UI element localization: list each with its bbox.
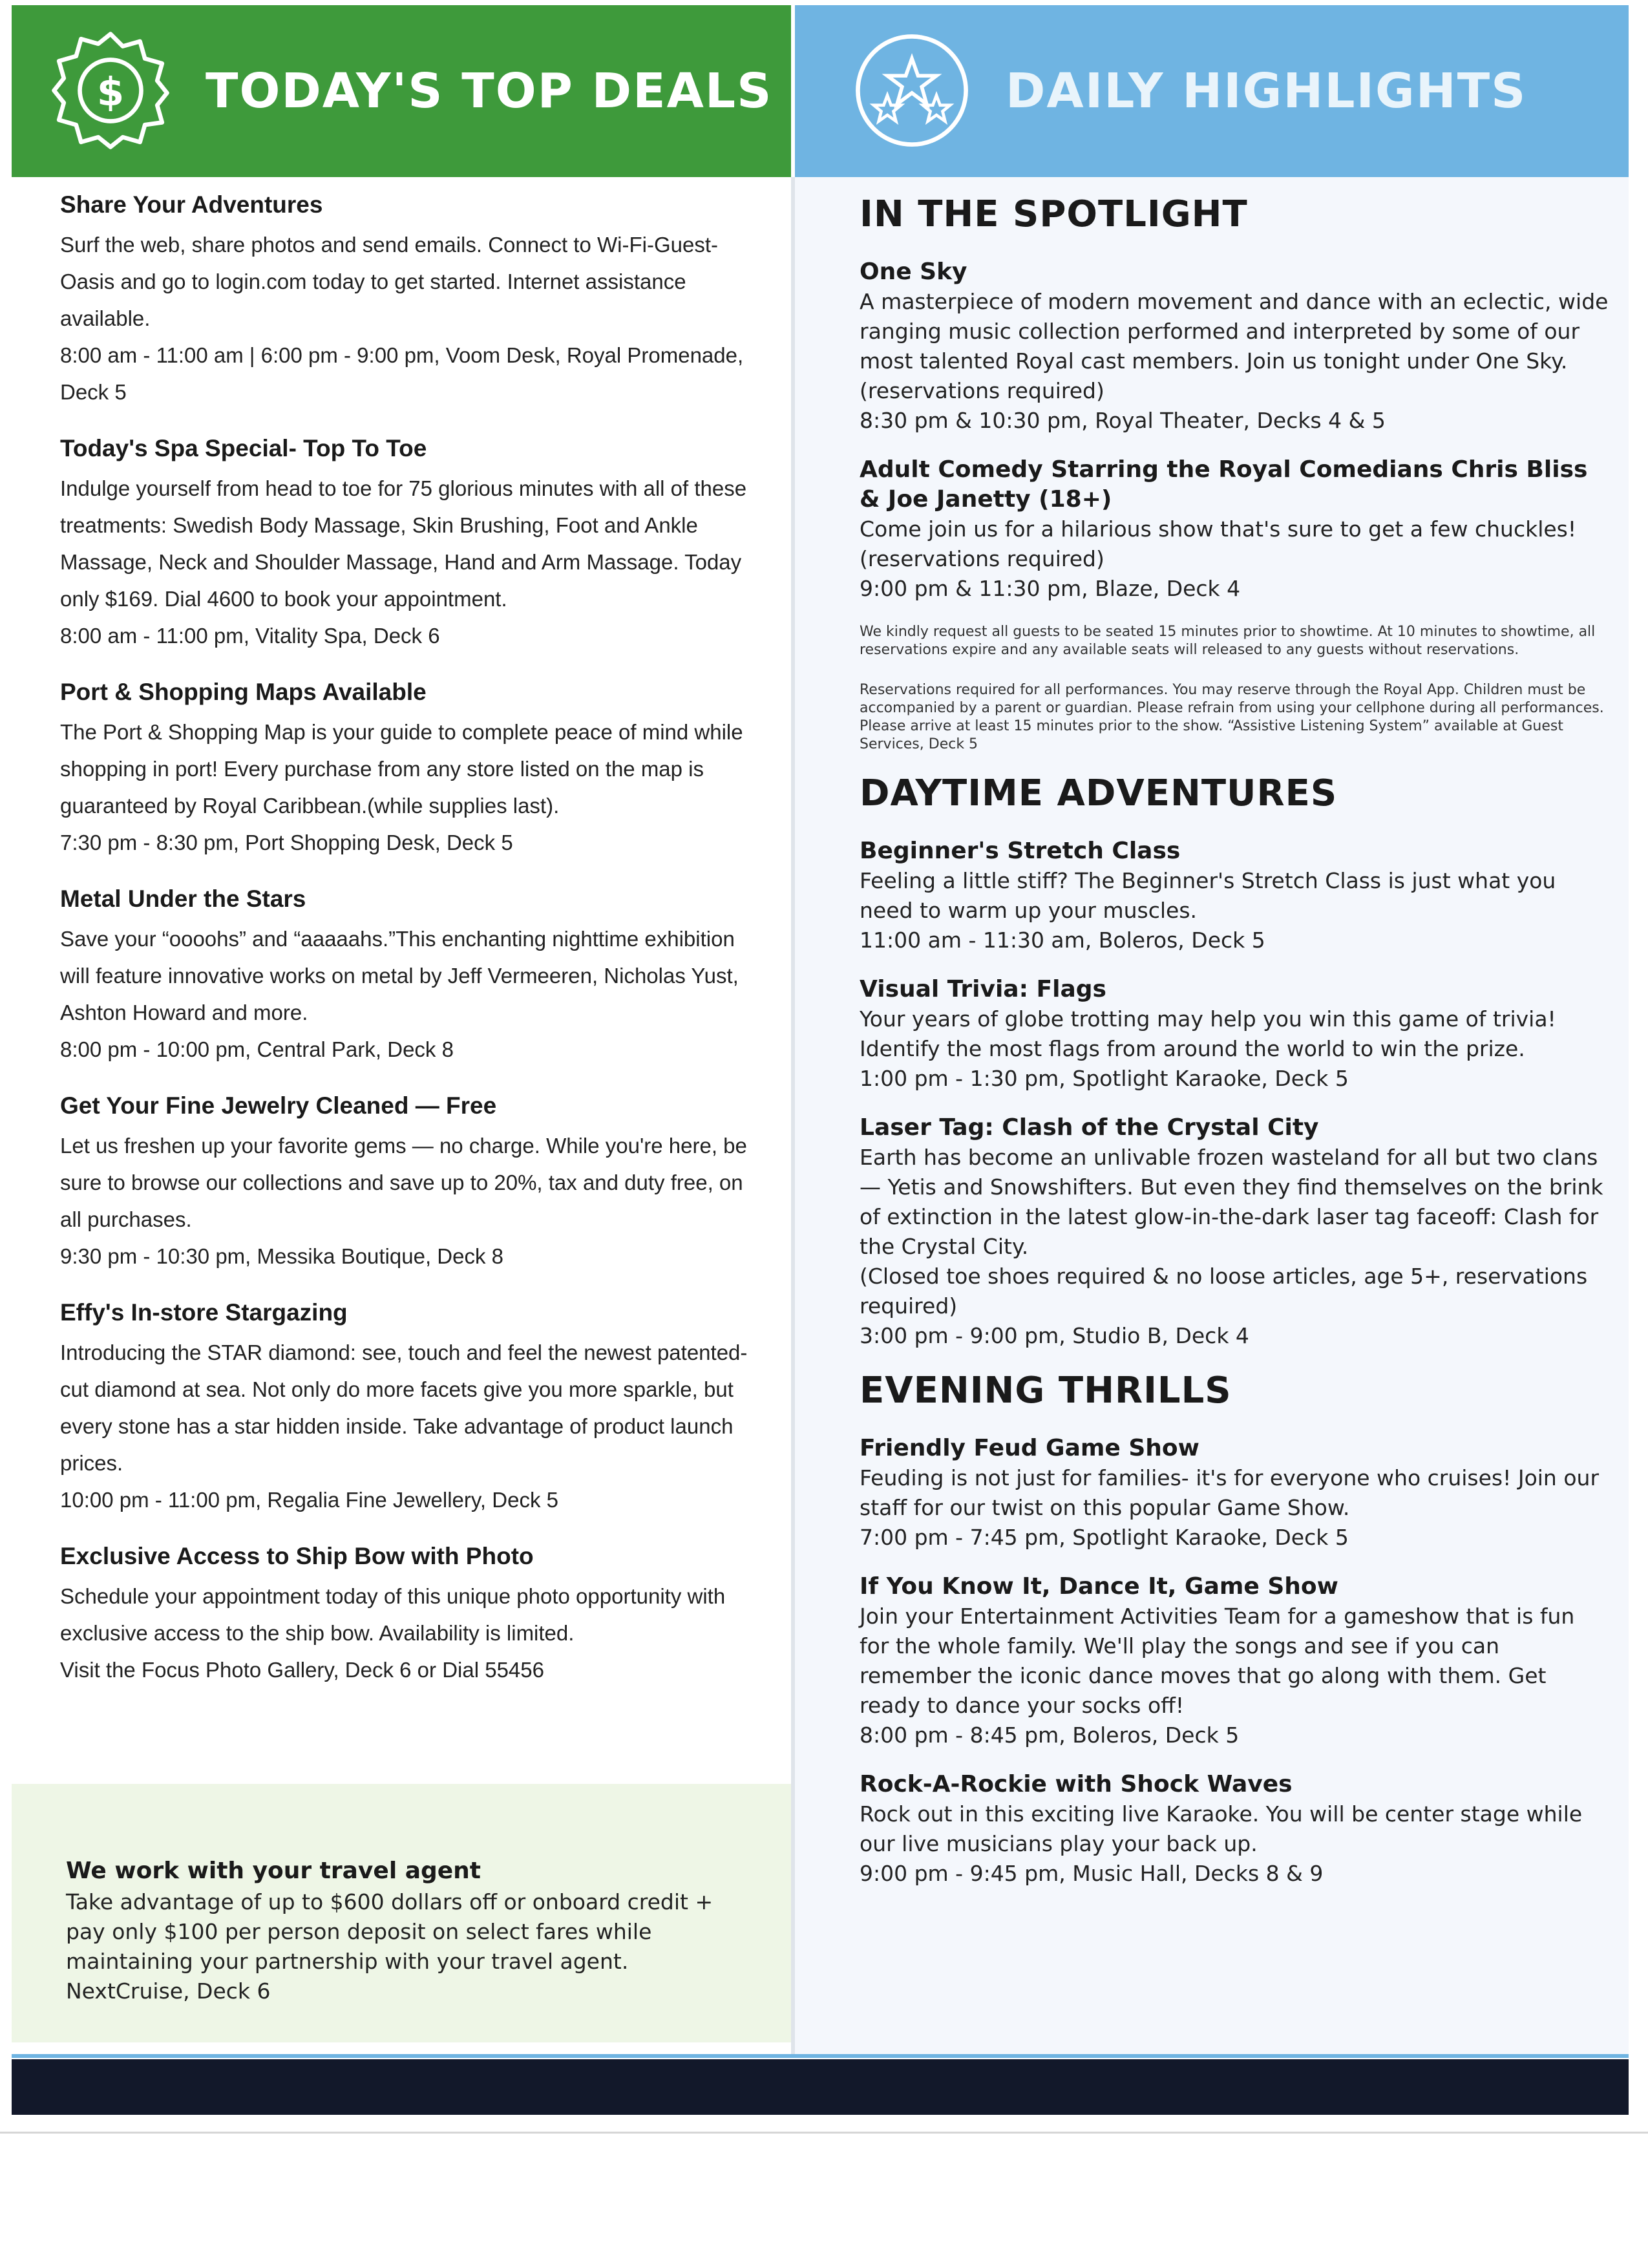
highlight-time-location: 3:00 pm - 9:00 pm, Studio B, Deck 4 xyxy=(860,1323,1249,1348)
highlight-description: Join your Entertainment Activities Team for a gameshow that is fun for the whole family. We'll play the songs and see if you can remember the iconic dance moves that go along with them. Get ready to dance your socks off! xyxy=(860,1604,1575,1718)
highlight-title: Adult Comedy Starring the Royal Comedians Chris Bliss & Joe Janetty (18+) xyxy=(860,456,1588,513)
highlight-note: (reservations required) xyxy=(860,378,1104,403)
travel-agent-location: NextCruise, Deck 6 xyxy=(66,1978,271,2004)
highlight-title: If You Know It, Dance It, Game Show xyxy=(860,1573,1338,1600)
daily-highlights-title: DAILY HIGHLIGHTS xyxy=(1006,63,1527,119)
highlight-description: A masterpiece of modern movement and dance with an eclectic, wide ranging music collection performed and interpreted by some of our most talented Royal cast members. Join us tonight under One Sky. xyxy=(860,289,1609,374)
top-deals-title: TODAY'S TOP DEALS xyxy=(206,63,773,119)
spotlight-fine-print-2 xyxy=(860,681,1609,754)
daytime-list xyxy=(860,836,1609,1351)
travel-agent-body: Take advantage of up to $600 dollars off or onboard credit + pay only $100 per person deposit on select fares while maintaining your partnership with your travel agent. xyxy=(66,1889,713,1974)
deal-item xyxy=(60,1086,758,1275)
deal-item xyxy=(60,672,758,861)
deal-description: Save your “oooohs” and “aaaaahs.”This enchanting nighttime exhibition will feature innovative works on metal by Jeff Vermeeren, Nicholas Yust, Ashton Howard and more. xyxy=(60,927,739,1024)
svg-text:$: $ xyxy=(96,69,125,115)
highlight-time-location: 1:00 pm - 1:30 pm, Spotlight Karaoke, Deck 5 xyxy=(860,1066,1349,1091)
highlight-item xyxy=(860,1572,1609,1750)
top-deals-header xyxy=(12,5,791,177)
highlight-item xyxy=(860,455,1609,604)
deal-time-location: 8:00 pm - 10:00 pm, Central Park, Deck 8 xyxy=(60,1037,454,1061)
highlight-title: Beginner's Stretch Class xyxy=(860,838,1181,864)
deal-item xyxy=(60,1536,758,1688)
deals-list xyxy=(60,177,758,1688)
highlight-title: Friendly Feud Game Show xyxy=(860,1435,1199,1461)
highlight-description: Earth has become an unlivable frozen wasteland for all but two clans — Yetis and Snowshifters. But even they find themselves on the brink of extinction in the latest glow-in-the-dark laser tag faceoff: Clash for the Crystal City. xyxy=(860,1145,1603,1259)
highlight-time-location: 11:00 am - 11:30 am, Boleros, Deck 5 xyxy=(860,927,1265,953)
deal-item xyxy=(60,1293,758,1518)
deal-description: Schedule your appointment today of this unique photo opportunity with exclusive access to the ship bow. Availability is limited. xyxy=(60,1584,726,1645)
deal-time-location: Visit the Focus Photo Gallery, Deck 6 or Dial 55456 xyxy=(60,1658,544,1682)
deal-time-location: 7:30 pm - 8:30 pm, Port Shopping Desk, Deck 5 xyxy=(60,831,513,854)
travel-agent-box xyxy=(12,1784,791,2042)
travel-agent-section xyxy=(66,1855,751,2006)
highlight-title: Laser Tag: Clash of the Crystal City xyxy=(860,1114,1319,1141)
daily-highlights-header xyxy=(795,5,1629,177)
highlight-item xyxy=(860,1770,1609,1889)
deal-description: Surf the web, share photos and send emails. Connect to Wi-Fi-Guest-Oasis and go to login.com today to get started. Internet assistance available. xyxy=(60,233,718,330)
highlight-time-location: 9:00 pm & 11:30 pm, Blaze, Deck 4 xyxy=(860,576,1241,601)
travel-agent-title: We work with your travel agent xyxy=(66,1858,481,1884)
deal-time-location: 10:00 pm - 11:00 pm, Regalia Fine Jewellery, Deck 5 xyxy=(60,1488,558,1512)
deal-item xyxy=(60,879,758,1068)
evening-title: EVENING THRILLS xyxy=(860,1370,1232,1412)
deal-title: Today's Spa Special- Top To Toe xyxy=(60,435,427,461)
highlight-time-location: 9:00 pm - 9:45 pm, Music Hall, Decks 8 & 9 xyxy=(860,1861,1324,1886)
daytime-title: DAYTIME ADVENTURES xyxy=(860,772,1338,814)
deal-title: Exclusive Access to Ship Bow with Photo xyxy=(60,1543,534,1569)
deal-item xyxy=(60,429,758,654)
stars-badge-icon xyxy=(850,29,973,152)
highlight-description: Feuding is not just for families- it's for everyone who cruises! Join our staff for our twist on this popular Game Show. xyxy=(860,1465,1600,1520)
highlights-content xyxy=(860,177,1609,1889)
spotlight-fine-print-1 xyxy=(860,623,1609,659)
highlight-item xyxy=(860,836,1609,955)
deal-title: Port & Shopping Maps Available xyxy=(60,679,427,705)
highlight-description: Come join us for a hilarious show that's sure to get a few chuckles! xyxy=(860,516,1577,542)
spotlight-title: IN THE SPOTLIGHT xyxy=(860,193,1248,235)
deal-description: The Port & Shopping Map is your guide to complete peace of mind while shopping in port! Every purchase from any store listed on the map is guaranteed by Royal Caribbean.(while supplies last). xyxy=(60,720,743,818)
footer-accent-line xyxy=(12,2054,1629,2058)
deal-title: Effy's In-store Stargazing xyxy=(60,1299,348,1326)
highlight-title: Visual Trivia: Flags xyxy=(860,976,1106,1002)
highlight-item xyxy=(860,1434,1609,1553)
deal-time-location: 8:00 am - 11:00 am | 6:00 pm - 9:00 pm, Voom Desk, Royal Promenade, Deck 5 xyxy=(60,343,744,404)
deal-description: Let us freshen up your favorite gems — no charge. While you're here, be sure to browse our collections and save up to 20%, tax and duty free, on all purchases. xyxy=(60,1134,747,1231)
highlight-title: Rock-A-Rockie with Shock Waves xyxy=(860,1771,1293,1797)
deal-description: Indulge yourself from head to toe for 75 glorious minutes with all of these treatments: Swedish Body Massage, Skin Brushing, Foot and Ankle Massage, Neck and Shoulder Massage, Hand and Arm Massage. Today only $169. Dial 4600 to book your appointment. xyxy=(60,476,747,611)
fine-print-text: We kindly request all guests to be seated 15 minutes prior to showtime. At 10 minutes to showtime, all reservations expire and any available seats will released to any guests without reservations. xyxy=(860,624,1596,658)
fine-print-text: Reservations required for all performances. You may reserve through the Royal App. Children must be accompanied by a parent or guardian. Please refrain from using your cellphone during all performances. Please arrive at least 15 minutes prior to the show. “Assistive Listening System” available at Guest Services, Deck 5 xyxy=(860,682,1604,752)
highlight-description: Feeling a little stiff? The Beginner's Stretch Class is just what you need to warm up your muscles. xyxy=(860,868,1556,923)
deal-description: Introducing the STAR diamond: see, touch and feel the newest patented-cut diamond at sea. Not only do more facets give you more sparkle, but every stone has a star hidden inside. Take advantage of product launch prices. xyxy=(60,1341,748,1475)
highlight-title: One Sky xyxy=(860,259,967,285)
highlight-time-location: 8:30 pm & 10:30 pm, Royal Theater, Decks 4 & 5 xyxy=(860,408,1386,433)
deal-item xyxy=(60,185,758,410)
dollar-badge-icon xyxy=(49,29,172,152)
highlight-item xyxy=(860,257,1609,436)
highlight-note: (reservations required) xyxy=(860,546,1104,571)
deal-time-location: 8:00 am - 11:00 pm, Vitality Spa, Deck 6 xyxy=(60,624,440,648)
deal-time-location: 9:30 pm - 10:30 pm, Messika Boutique, Deck 8 xyxy=(60,1244,504,1268)
deal-title: Metal Under the Stars xyxy=(60,885,306,912)
deal-title: Share Your Adventures xyxy=(60,191,323,218)
deal-title: Get Your Fine Jewelry Cleaned — Free xyxy=(60,1092,497,1119)
highlight-item xyxy=(860,1113,1609,1351)
top-deals-column xyxy=(12,177,791,2058)
highlight-description: Your years of globe trotting may help you win this game of trivia! Identify the most flags from around the world to win the prize. xyxy=(860,1006,1556,1061)
highlight-time-location: 7:00 pm - 7:45 pm, Spotlight Karaoke, Deck 5 xyxy=(860,1525,1349,1550)
highlight-time-location: 8:00 pm - 8:45 pm, Boleros, Deck 5 xyxy=(860,1722,1240,1748)
footer-bar xyxy=(12,2059,1629,2115)
spotlight-list xyxy=(860,257,1609,604)
daily-highlights-column xyxy=(795,177,1629,2058)
highlight-item xyxy=(860,975,1609,1094)
highlight-description: Rock out in this exciting live Karaoke. You will be center stage while our live musicians play your back up. xyxy=(860,1801,1583,1856)
highlight-note: (Closed toe shoes required & no loose articles, age 5+, reservations required) xyxy=(860,1264,1588,1319)
page-bottom-rule xyxy=(0,2132,1648,2134)
evening-list xyxy=(860,1434,1609,1889)
